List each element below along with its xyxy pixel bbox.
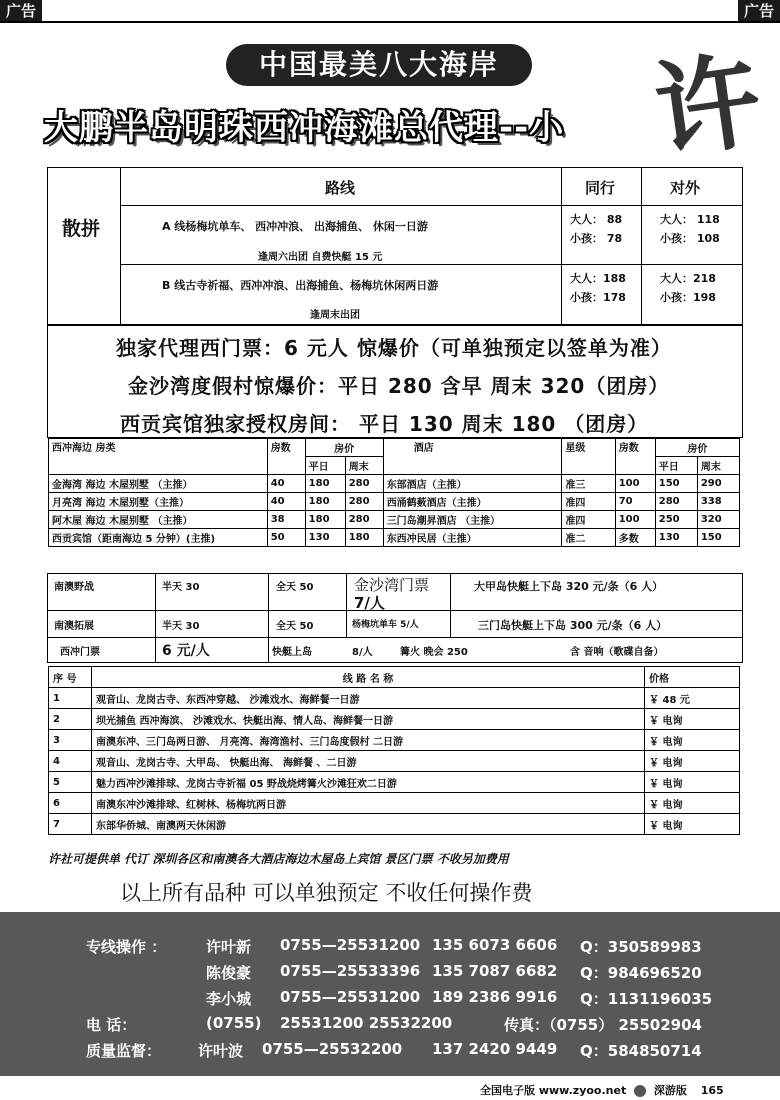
page-number: 165 (700, 1084, 724, 1097)
route-b: B 线古寺祈福、西冲冲浪、出海捕鱼、杨梅坑休闲两日游 (162, 279, 439, 292)
extra-r1-c: 全天 50 (276, 582, 314, 593)
person-mobile: 135 7087 6682 (432, 962, 558, 980)
extra-r1-d: 金沙湾门票 (354, 576, 430, 594)
line-h-no: 序 号 (49, 667, 92, 688)
label-phone: 电 话： (86, 1016, 137, 1034)
line-row: 4 观音山、龙岗古寺、大甲岛、 快艇出海、 海鲜餐 、二日游 ￥ 电询 (49, 751, 740, 772)
ad-label-right: 广告 (738, 0, 780, 22)
footer-edition: 深游版 (653, 1084, 687, 1097)
person-name: 陈俊豪 (206, 964, 252, 982)
extra-r3-b: 6 元/人 (162, 643, 210, 659)
hotel-h-hotel: 酒店 (383, 439, 562, 475)
hotel-table (48, 438, 740, 547)
phone-area: (0755) (206, 1014, 262, 1032)
line-h-price: 价格 (645, 667, 740, 688)
extra-r2-d: 杨梅坑单车 5/人 (352, 620, 419, 630)
hotel-h-price: 房价 (305, 439, 383, 457)
line-row: 2 坝光捕鱼 西冲海滨、 沙滩戏水、快艇出海、情人岛、海鲜餐一日游 ￥ 电询 (49, 709, 740, 730)
slogan-small: 许社可提供单 代订 深圳各区和南澳各大酒店海边木屋岛上宾馆 景区门票 不收另加费用 (48, 852, 509, 866)
person-mobile: 135 6073 6606 (432, 936, 558, 954)
extra-r3-c: 快艇上岛 (272, 647, 312, 658)
extra-r3-e: 篝火 晚会 250 (400, 647, 468, 658)
label-quality: 质量监督： (86, 1042, 162, 1060)
line-row: 1 观音山、龙岗古寺、东西冲穿越、 沙滩戏水、海鲜餐一日游 ￥ 48 元 (49, 688, 740, 709)
route-table (47, 167, 743, 325)
route-b-ext-child: 小孩：198 (660, 291, 716, 304)
hotel-row: 阿木屋 海边 木屋别墅 （主推） 38 180 280 三门岛潮昇酒店 （主推） 准四 100 250 320 (49, 511, 740, 529)
line-row: 3 南澳东冲、三门岛两日游、 月亮湾、海湾渔村、三门岛度假村 二日游 ￥ 电询 (49, 730, 740, 751)
route-a-peer-adult: 大人： 88 (570, 213, 623, 226)
extra-r2-b: 半天 30 (162, 621, 200, 632)
logo-icon (634, 1085, 646, 1097)
banner-title: 中国最美八大海岸 (226, 44, 532, 86)
promo-1: 独家代理西门票：6 元人 惊爆价（可单独预定以签单为准） (116, 336, 672, 360)
line-h-name: 线 路 名 称 (92, 667, 645, 688)
hotel-h-rooms2: 房数 (615, 439, 655, 475)
contact-panel (0, 912, 780, 1076)
hotel-h-level: 星级 (562, 439, 615, 475)
footer-line (480, 1082, 724, 1098)
footer-site: 全国电子版 www.zyoo.net (480, 1084, 627, 1097)
phone-nums: 25531200 25532200 (280, 1014, 453, 1032)
person-mobile: 189 2386 9916 (432, 988, 558, 1006)
fax: 传真：（0755） 25502904 (504, 1016, 702, 1034)
hotel-h-weekday: 平日 (305, 457, 345, 475)
hotel-row: 月亮湾 海边 木屋别墅（主推） 40 180 280 西涌鹤薮酒店（主推） 准四 70 280 338 (49, 493, 740, 511)
person-qq: Q：984696520 (580, 964, 702, 982)
person-qq: Q：1131196035 (580, 990, 713, 1008)
route-b-ext-adult: 大人：218 (660, 272, 716, 285)
extra-r1-e: 大甲岛快艇上下岛 320 元/条（6 人） (474, 580, 664, 593)
hotel-h-weekday2: 平日 (655, 457, 697, 475)
label-ops: 专线操作 ： (86, 938, 167, 956)
route-b-peer-child: 小孩：178 (570, 291, 626, 304)
extra-r3-d: 8/人 (352, 647, 373, 658)
hotel-row: 金海湾 海边 木屋别墅 （主推） 40 180 280 东部酒店（主推） 准三 100 150 290 (49, 475, 740, 493)
line-row: 5 魅力西冲沙滩排球、龙岗古寺祈福 05 野战烧烤篝火沙滩狂欢二日游 ￥ 电询 (49, 772, 740, 793)
top-rule (0, 21, 780, 23)
person-tel: 0755—25531200 (280, 988, 421, 1006)
person-name: 李小城 (206, 990, 252, 1008)
calligraphy-xu: 许 (647, 37, 769, 175)
hotel-h-price2: 房价 (655, 439, 739, 457)
extra-r1-b: 半天 30 (162, 582, 200, 593)
banner-subtitle: 大鹏半岛明珠西冲海滩总代理--小 (44, 108, 565, 148)
line-row: 6 南澳东冲沙滩排球、红树林、杨梅坑两日游 ￥ 电询 (49, 793, 740, 814)
extra-r1-a: 南澳野战 (54, 582, 94, 593)
promo-3: 西贡宾馆独家授权房间： 平日 130 周末 180 （团房） (120, 412, 649, 436)
hotel-h-weekend2: 周末 (697, 457, 739, 475)
person-tel: 0755—25531200 (280, 936, 421, 954)
hotel-row: 西贡宾馆（距南海边 5 分钟）(主推) 50 130 180 东西冲民居（主推） 准二 多数 130 150 (49, 529, 740, 547)
person-tel: 0755—25533396 (280, 962, 421, 980)
route-header: 路线 (325, 179, 356, 197)
quality-name: 许叶波 (198, 1042, 244, 1060)
person-qq: Q：350589983 (580, 938, 702, 956)
route-a-ext-child: 小孩： 108 (660, 232, 720, 245)
external-header: 对外 (670, 179, 701, 197)
quality-mobile: 137 2420 9449 (432, 1040, 558, 1058)
route-b-peer-adult: 大人：188 (570, 272, 626, 285)
quality-qq: Q：584850714 (580, 1042, 702, 1060)
peer-header: 同行 (585, 179, 616, 197)
line-table (48, 666, 740, 835)
extra-r2-a: 南澳拓展 (54, 621, 94, 632)
route-a: A 线杨梅坑单车、 西冲冲浪、 出海捕鱼、 休闲一日游 (162, 220, 428, 233)
hotel-h-rooms: 房数 (267, 439, 305, 475)
extra-r3-f: 含 音响（歌碟自备） (570, 647, 664, 658)
hotel-h-weekend: 周末 (345, 457, 383, 475)
extra-r3-a: 西冲门票 (60, 647, 100, 658)
slogan-big: 以上所有品种 可以单独预定 不收任何操作费 (120, 881, 533, 905)
route-a-ext-adult: 大人： 118 (660, 213, 720, 226)
route-b-note: 逢周末出团 (310, 310, 360, 321)
hotel-h-area: 西冲海边 房类 (49, 439, 268, 475)
extra-r1-d2: 7/人 (354, 594, 385, 612)
route-a-note: 逢周六出团 自费快艇 15 元 (258, 252, 383, 263)
extra-r2-c: 全天 50 (276, 621, 314, 632)
person-name: 许叶新 (206, 938, 252, 956)
line-row: 7 东部华侨城、南澳两天休闲游 ￥ 电询 (49, 814, 740, 835)
route-left-label: 散拼 (62, 218, 101, 240)
route-a-peer-child: 小孩： 78 (570, 232, 623, 245)
ad-label-left: 广告 (0, 0, 42, 22)
quality-tel: 0755—25532200 (262, 1040, 403, 1058)
promo-2: 金沙湾度假村惊爆价：平日 280 含早 周末 320（团房） (128, 374, 670, 398)
extra-r2-e: 三门岛快艇上下岛 300 元/条（6 人） (478, 619, 668, 632)
